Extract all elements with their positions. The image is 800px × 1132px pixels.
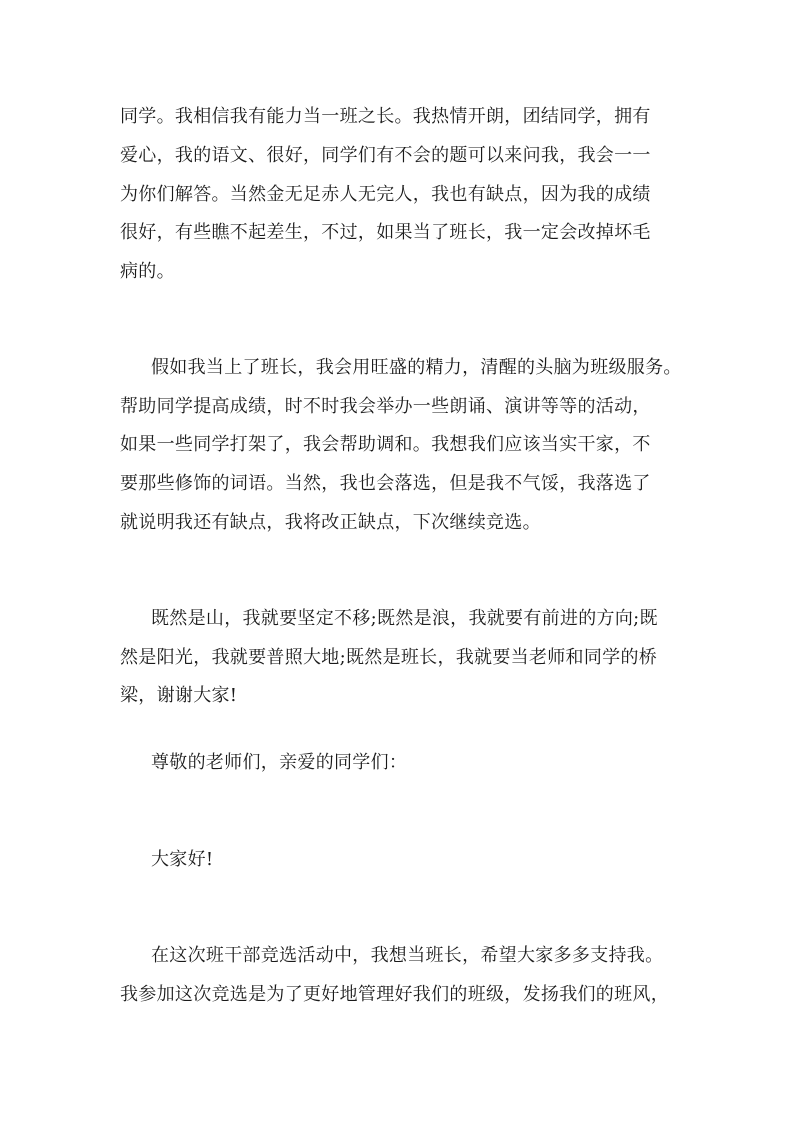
paragraph-3-line-3: 梁，谢谢大家! [120,685,238,706]
paragraph-3-line-2: 然是阳光，我就要普照大地;既然是班长，我就要当老师和同学的桥 [120,647,658,668]
paragraph-1-line-5: 病的。 [120,261,175,282]
paragraph-1-line-1: 同学。我相信我有能力当一班之长。我热情开朗，团结同学，拥有 [120,106,651,127]
paragraph-1-line-3: 为你们解答。当然金无足赤人无完人，我也有缺点，因为我的成绩 [120,184,651,205]
paragraph-1-line-4: 很好，有些瞧不起差生，不过，如果当了班长，我一定会改掉坏毛 [120,222,651,243]
paragraph-1-line-2: 爱心，我的语文、很好，同学们有不会的题可以来问我，我会一一 [120,145,651,166]
paragraph-2-line-4: 要那些修饰的词语。当然，我也会落选，但是我不气馁，我落选了 [120,473,651,494]
paragraph-3-line-1: 既然是山，我就要坚定不移;既然是浪，我就要有前进的方向;既 [151,608,658,629]
paragraph-6-line-2: 我参加这次竞选是为了更好地管理好我们的班级，发扬我们的班风， [120,984,669,1005]
paragraph-6-line-1: 在这次班干部竞选活动中，我想当班长，希望大家多多支持我。 [151,945,664,966]
greeting: 大家好! [151,849,214,870]
paragraph-2-line-2: 帮助同学提高成绩，时不时我会举办一些朗诵、演讲等等的活动， [120,396,651,417]
paragraph-2-line-3: 如果一些同学打架了，我会帮助调和。我想我们应该当实干家，不 [120,434,651,455]
paragraph-2-line-1: 假如我当上了班长，我会用旺盛的精力，清醒的头脑为班级服务。 [151,357,682,378]
paragraph-2-line-5: 就说明我还有缺点，我将改正缺点，下次继续竞选。 [120,512,541,533]
salutation: 尊敬的老师们，亲爱的同学们： [151,752,408,773]
